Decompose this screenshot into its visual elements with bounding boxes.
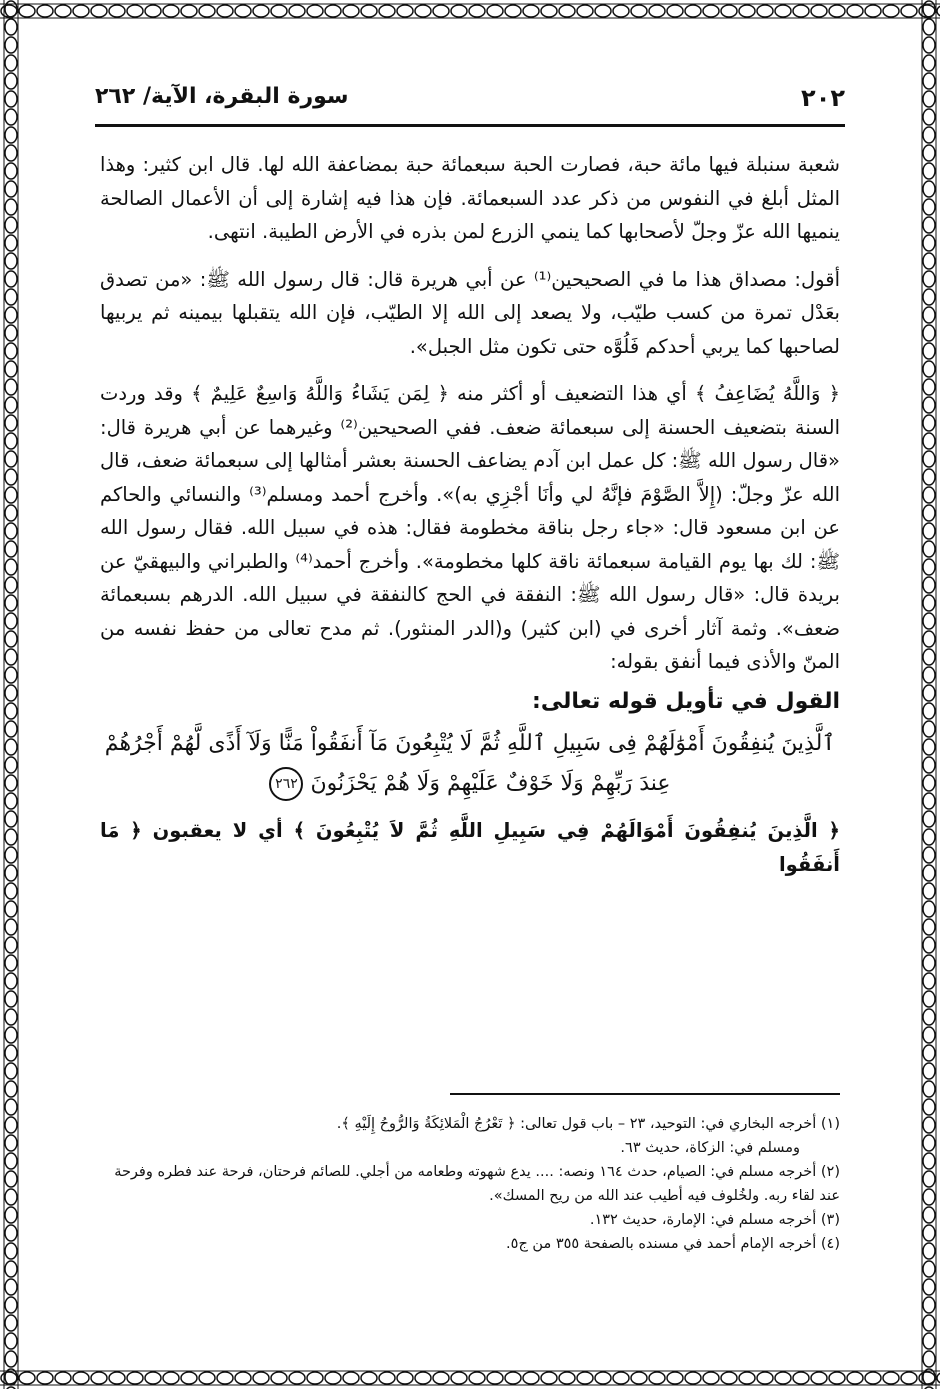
main-text: [100, 148, 840, 881]
decorative-border-top: [0, 0, 940, 22]
paragraph-1: شعبة سنبلة فيها مائة حبة، فصارت الحبة سبعمائة حبة بمضاعفة الله لها. قال ابن كثير: وهذا المثل أبلغ في النفوس من ذكر عدد السبعمائة. فإن هذا فيه إشارة إلى أن الأعمال الصالحة ينميها الله عزّ وجلّ لأصحابها كما ينمي الزرع لمن بذره في الأرض الطيبة. انتهى.: [100, 153, 840, 243]
decorative-border-bottom: [0, 1367, 940, 1389]
header-rule: [95, 124, 845, 127]
decorative-border-left: [0, 0, 22, 1389]
paragraph-2: أقول: مصداق هذا ما في الصحيحين⁽¹⁾ عن أبي هريرة قال: قال رسول الله ﷺ: «من تصدق بعَدْل تمرة من كسب طيّب، ولا يصعد إلى الله إلا الطيّب، فإن الله يتقبلها بيمينه ثم يربيها لصاحبها كما يربي أحدكم فَلُوَّه حتى تكون مثل الجبل».: [100, 267, 840, 358]
decorative-border-right: [918, 0, 940, 1389]
footnotes: [100, 1112, 840, 1256]
verse-number-marker: ٢٦٢: [269, 767, 303, 801]
page-number: ٢٠٢: [801, 84, 845, 112]
footnote-1: (١) أخرجه البخاري في: التوحيد، ٢٣ – باب قول تعالى: ﴿ تَعْرُجُ الْمَلائِكَةُ وَالرُّوحُ إِلَيْهِ ﴾.: [336, 1116, 840, 1132]
footnote-4: (٤) أخرجه الإمام أحمد في مسنده بالصفحة ٣٥٥ من ج٥.: [506, 1236, 840, 1252]
section-heading: القول في تأويل قوله تعالى:: [532, 688, 840, 714]
footnote-2: (٢) أخرجه مسلم في: الصيام، حدث ١٦٤ ونصه: .... يدع شهوته وطعامه من أجلي. للصائم فرحتان، فرحة عند فطره وفرحة عند لقاء ربه. ولخُلوف فيه أطيب عند الله من ريح المسك».: [114, 1164, 840, 1204]
quran-verse: [100, 724, 840, 804]
paragraph-3: ﴿ وَاللَّهُ يُضَاعِفُ ﴾ أي هذا التضعيف أو أكثر منه ﴿ لِمَن يَشَاءُ وَاللَّهُ وَاسِعٌ عَلِيمٌ ﴾ وقد وردت السنة بتضعيف الحسنة إلى سبعمائة ضعف. ففي الصحيحين⁽²⁾ وغيرهما عن أبي هريرة قال: «قال رسول الله ﷺ: كل عمل ابن آدم يضاعف الحسنة بعشر أمثالها إلى سبعمائة ضعف، قال الله عزّ وجلّ: (إِلاَّ الصَّوْمَ فإنَّهُ لي وأنَا أجْزِي به)». وأخرج أحمد ومسلم⁽³⁾ والنسائي والحاكم عن ابن مسعود قال: «جاء رجل بناقة مخطومة فقال: هذه في سبيل الله. فقال رسول الله ﷺ: لك بها يوم القيامة سبعمائة ناقة كلها مخطومة». وأخرج أحمد⁽⁴⁾ والطبراني والبيهقيّ عن بريدة قال: «قال رسول الله ﷺ: النفقة في الحج كالنفقة في سبيل الله. الدرهم بسبعمائة ضعف». وثمة آثار أخرى في (ابن كثير) و(الدر المنثور). ثم مدح تعالى من حفظ نفسه من المنّ والأذى فيما أنفق بقوله:: [100, 382, 841, 673]
paragraph-4: ﴿ الَّذِينَ يُنفِقُونَ أَمْوَالَهُمْ فِي سَبِيلِ اللَّهِ ثُمَّ لاَ يُتْبِعُونَ ﴾ أي لا يعقبون ﴿ مَا أَنفَقُوا: [100, 819, 840, 876]
footnote-rule: [450, 1093, 840, 1095]
surah-title: سورة البقرة، الآية/ ٢٦٢: [95, 84, 349, 109]
verse-text: ٱلَّذِينَ يُنفِقُونَ أَمْوَٰلَهُمْ فِى سَبِيلِ ٱللَّهِ ثُمَّ لَا يُتْبِعُونَ مَآ أَنفَقُواْ مَنًّا وَلَآ أَذًى لَّهُمْ أَجْرُهُمْ عِندَ رَبِّهِمْ وَلَا خَوْفٌ عَلَيْهِمْ وَلَا هُمْ يَحْزَنُونَ: [104, 731, 836, 796]
running-header: [95, 78, 845, 120]
footnote-1-continued: ومسلم في: الزكاة، حديث ٦٣.: [620, 1140, 800, 1156]
footnote-3: (٣) أخرجه مسلم في: الإمارة، حديث ١٣٢.: [589, 1212, 840, 1228]
